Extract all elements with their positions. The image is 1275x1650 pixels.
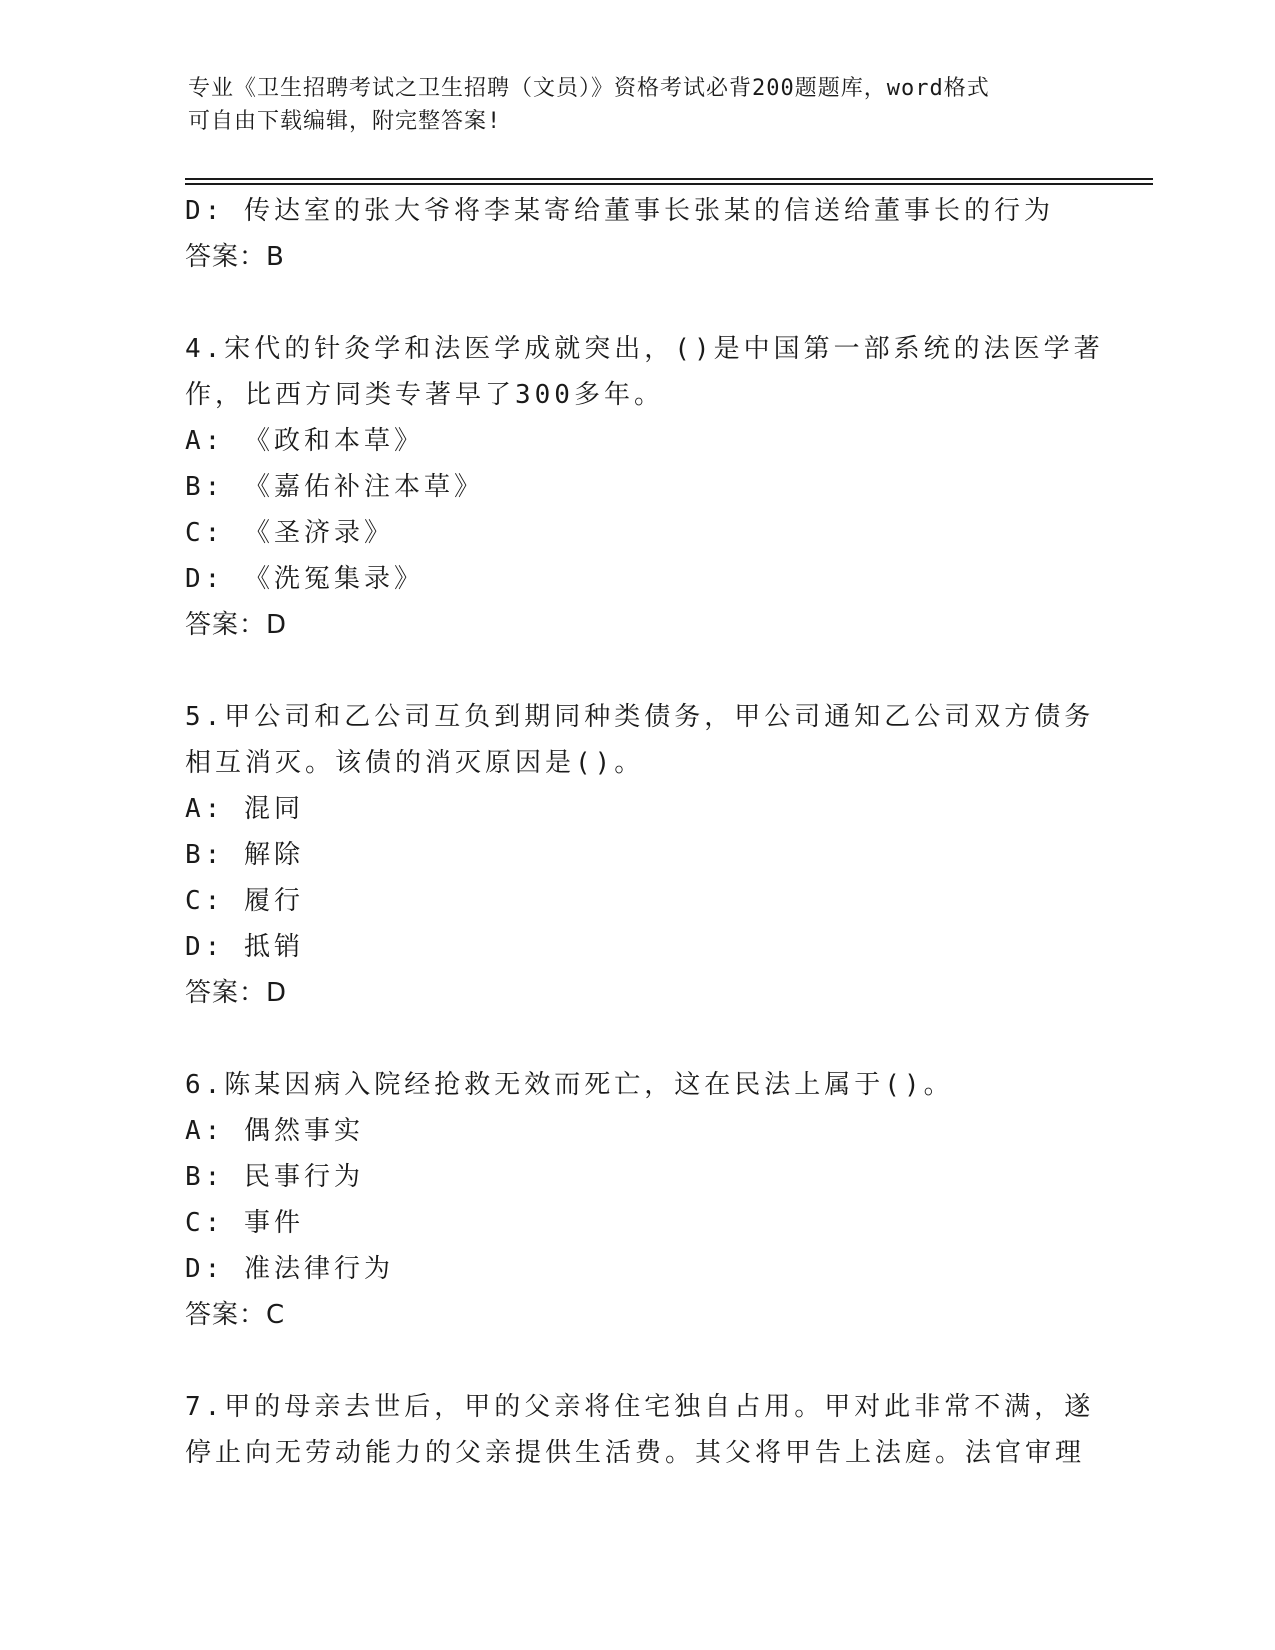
option-d: D: 抵销 bbox=[185, 932, 304, 962]
option-d: D: 准法律行为 bbox=[185, 1254, 394, 1284]
option-c: C: 履行 bbox=[185, 886, 304, 916]
header-divider-top bbox=[185, 178, 1153, 180]
previous-question-tail bbox=[185, 188, 1085, 280]
option-a: A: 偶然事实 bbox=[185, 1116, 364, 1146]
header-divider-bottom bbox=[185, 183, 1153, 185]
option-d: D: 《洗冤集录》 bbox=[185, 564, 424, 594]
question-stem-line: 相互消灭。该债的消灭原因是()。 bbox=[185, 748, 645, 778]
option-b: B: 《嘉佑补注本草》 bbox=[185, 472, 484, 502]
question-stem-line: 6.陈某因病入院经抢救无效而死亡，这在民法上属于()。 bbox=[185, 1070, 954, 1100]
document-header bbox=[188, 72, 1068, 138]
answer-line: 答案：B bbox=[185, 242, 285, 272]
option-c: C: 《圣济录》 bbox=[185, 518, 394, 548]
question-list bbox=[185, 188, 1104, 1476]
option-c: C: 事件 bbox=[185, 1208, 304, 1238]
question-5 bbox=[185, 694, 1095, 1016]
header-title-line-1: 专业《卫生招聘考试之卫生招聘（文员）》资格考试必背200题题库，word格式 bbox=[188, 76, 990, 101]
option-b: B: 民事行为 bbox=[185, 1162, 364, 1192]
question-stem-line: 4.宋代的针灸学和法医学成就突出，()是中国第一部系统的法医学著 bbox=[185, 334, 1104, 364]
option-d: D: 传达室的张大爷将李某寄给董事长张某的信送给董事长的行为 bbox=[185, 196, 1054, 226]
question-6 bbox=[185, 1062, 1085, 1338]
option-b: B: 解除 bbox=[185, 840, 304, 870]
answer-line: 答案：C bbox=[185, 1300, 286, 1330]
option-a: A: 混同 bbox=[185, 794, 304, 824]
question-4 bbox=[185, 326, 1104, 648]
option-a: A: 《政和本草》 bbox=[185, 426, 424, 456]
question-stem-line: 7.甲的母亲去世后，甲的父亲将住宅独自占用。甲对此非常不满，遂 bbox=[185, 1392, 1095, 1422]
header-title-line-2: 可自由下载编辑，附完整答案! bbox=[188, 109, 502, 134]
question-stem-line: 5.甲公司和乙公司互负到期同种类债务，甲公司通知乙公司双方债务 bbox=[185, 702, 1095, 732]
answer-line: 答案：D bbox=[185, 610, 288, 640]
question-stem-line: 作，比西方同类专著早了300多年。 bbox=[185, 380, 664, 410]
question-stem-line: 停止向无劳动能力的父亲提供生活费。其父将甲告上法庭。法官审理 bbox=[185, 1438, 1086, 1468]
question-7 bbox=[185, 1384, 1095, 1476]
answer-line: 答案：D bbox=[185, 978, 288, 1008]
